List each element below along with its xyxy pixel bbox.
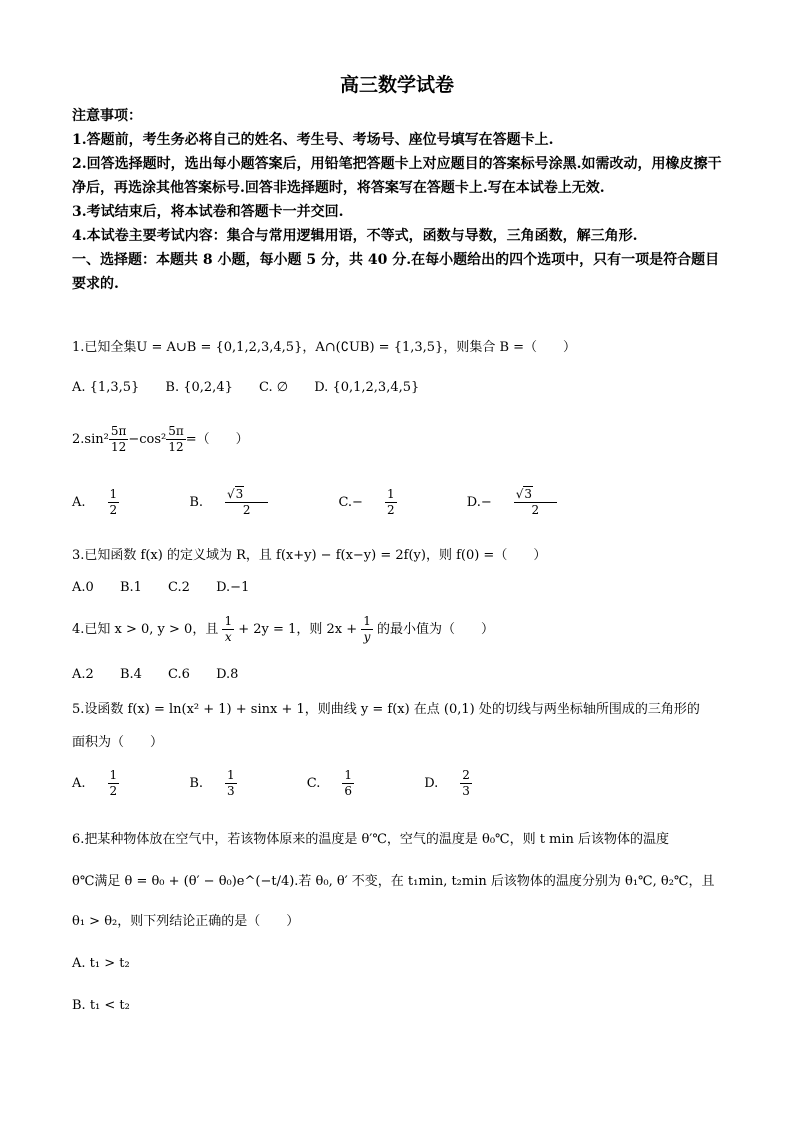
notice-heading: 注意事项： <box>72 108 142 124</box>
question-2-options <box>72 486 623 518</box>
option-c: C. ∅ <box>259 380 289 395</box>
option-a: A.2 <box>72 667 94 682</box>
option-c: C.6 <box>168 667 190 682</box>
option-a: A. t₁ > t₂ <box>72 956 130 971</box>
question-6-line-3: θ₁ > θ₂，则下列结论正确的是（ ） <box>72 914 300 929</box>
option-c: C.− $\frac{1}{2}$ <box>338 486 395 517</box>
question-4-options <box>72 667 260 682</box>
notice-item: 1.答题前，考生务必将自己的姓名、考生号、考场号、座位号填写在答题卡上. <box>72 132 554 148</box>
notice-item: 4.本试卷主要考试内容：集合与常用逻辑用语，不等式，函数与导数，三角函数，解三角形. <box>72 228 638 244</box>
question-number: 2. <box>72 432 85 447</box>
question-3: 3.已知函数 f(x) 的定义域为 R，且 f(x+y) − f(x−y) = 2f(y)，则 f(0) =（ ） <box>72 548 547 563</box>
option-b: B.1 <box>119 580 142 595</box>
option-a: A. $\frac{1}{2}$ <box>72 768 118 798</box>
question-1-options <box>72 380 441 395</box>
question-6-line-2: θ℃满足 θ = θ₀ + (θ′ − θ₀)e^(−t/4).若 θ₀, θ′ 不变，在 t₁min, t₂min 后该物体的温度分别为 θ₁℃, θ₂℃，且 <box>72 874 715 889</box>
option-b: B.4 <box>119 667 142 682</box>
notice-item: 2.回答选择题时，选出每小题答案后，用铅笔把答题卡上对应题目的答案标号涂黑.如需改动，用橡皮擦干净后，再选涂其他答案标号.回答非选择题时，将答案写在答题卡上.写在本试卷上无效. <box>72 156 722 196</box>
question-1: 1.已知全集U = A∪B = {0,1,2,3,4,5}，A∩(∁UB) = {1,3,5}，则集合 B =（ ） <box>72 340 577 355</box>
option-b: B. t₁ < t₂ <box>72 998 130 1013</box>
option-a: A. {1,3,5} <box>72 380 140 395</box>
option-a: A. $\frac{1}{2}$ <box>72 486 118 517</box>
option-d: D. {0,1,2,3,4,5} <box>314 380 420 395</box>
option-d: D.− $\frac{√3}{2}$ <box>467 486 601 518</box>
question-3-options <box>72 580 271 595</box>
question-6-line-1: 6.把某种物体放在空气中，若该物体原来的温度是 θ′℃，空气的温度是 θ₀℃，则 t min 后该物体的温度 <box>72 832 670 847</box>
page-title: 高三数学试卷 <box>339 74 454 96</box>
question-5-line-1: 5.设函数 f(x) = ln(x² + 1) + sinx + 1，则曲线 y = f(x) 在点 (0,1) 处的切线与两坐标轴所围成的三角形的 <box>72 702 700 717</box>
question-4: 4.已知 x > 0, y > 0，且 $\frac{1}{x}$ + 2y = 1，则 2x + $\frac{1}{y}$ 的最小值为（ ） <box>72 614 495 644</box>
option-c: C. $\frac{1}{6}$ <box>306 768 353 798</box>
notice-item: 3.考试结束后，将本试卷和答题卡一并交回. <box>72 204 344 220</box>
option-b: B. $\frac{√3}{2}$ <box>189 486 312 518</box>
option-b: B. $\frac{1}{3}$ <box>189 768 235 798</box>
question-5-options <box>72 768 538 799</box>
option-c: C.2 <box>168 580 190 595</box>
option-d: D. $\frac{2}{3}$ <box>424 768 470 798</box>
notice-section <box>72 104 727 296</box>
option-d: D.8 <box>216 667 239 682</box>
question-5-line-2: 面积为（ ） <box>72 735 164 750</box>
option-b: B. {0,2,4} <box>165 380 233 395</box>
question-2: 2.sin² $\frac{5\pi}{12}$ −cos² $\frac{5\pi}{12}$ =（ ） <box>72 424 249 454</box>
option-d: D.−1 <box>216 580 250 595</box>
option-a: A.0 <box>72 580 94 595</box>
section-heading: 一、选择题：本题共 8 小题，每小题 5 分，共 40 分.在每小题给出的四个选项中，只有一项是符合题目要求的. <box>72 252 720 292</box>
